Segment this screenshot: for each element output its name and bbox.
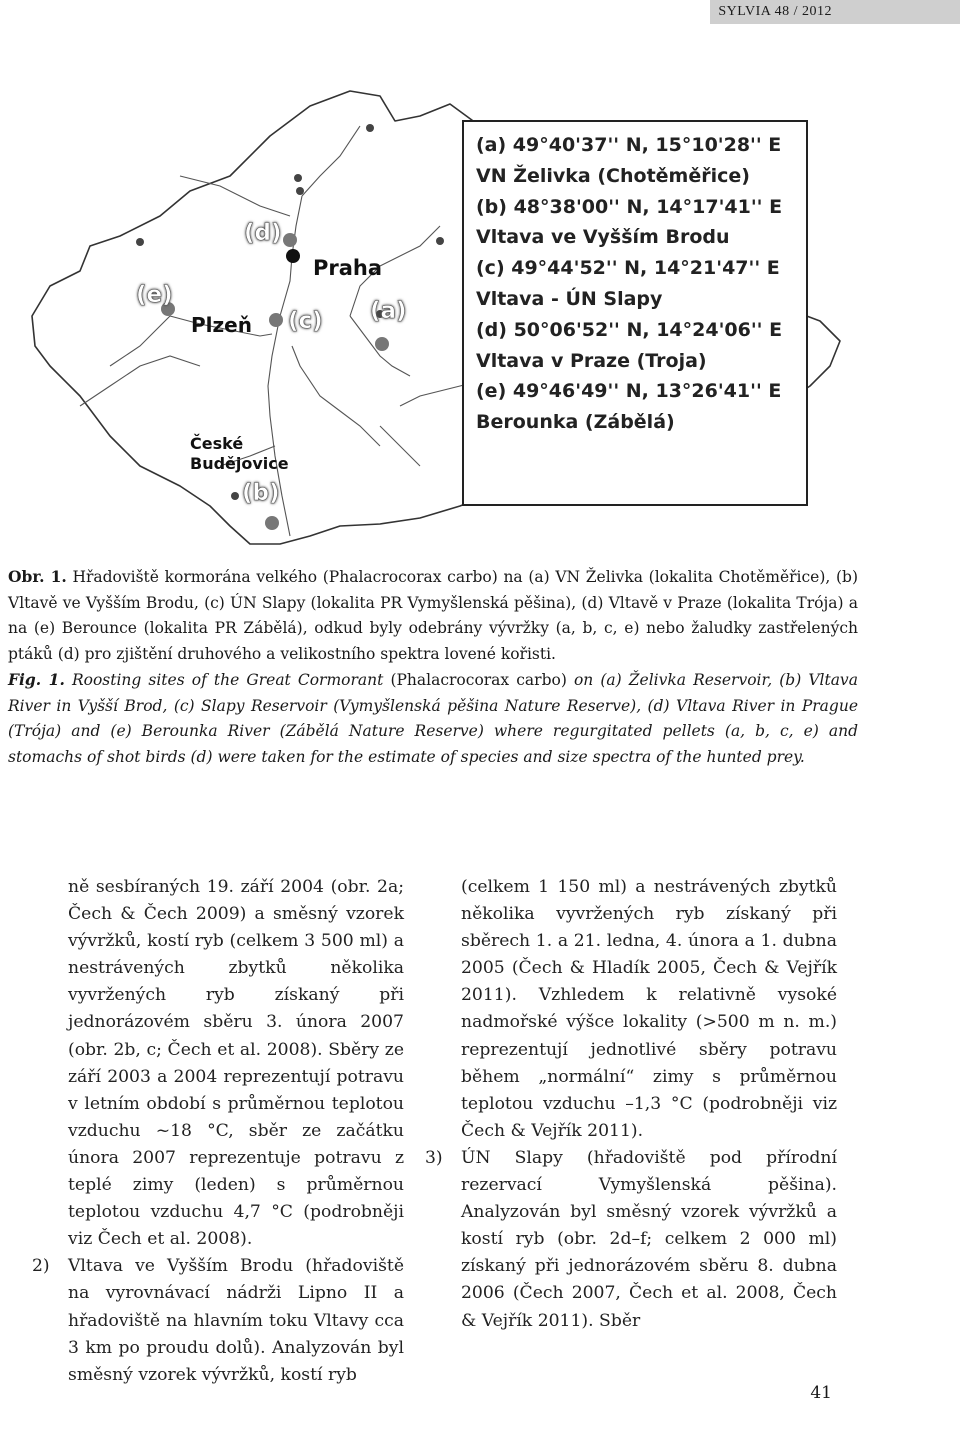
list-number: 2) [32,1256,50,1277]
caption-cz-text: Hřadoviště kormorána velkého (Phalacrocorax carbo) na (a) VN Želivka (lokalita Chotěměřice), (b) Vltavě ve Vyšším Brodu, (c) ÚN Slapy (lokalita PR Vymyšlenská pěšina), (d) Vltavě v Praze (lokalita Trója) a na (e) Berounce (lokalita PR Zábělá), odkud byly odebrány vývržky (a, b, c, e) nebo žaludky zastřelených ptáků (d) pro zjištění druhového a velikostního spektra lovené kořisti. [8,568,858,663]
list-text: Vltava ve Vyšším Brodu (hřadoviště na vyrovnávací nádrži Lipno II a hřadoviště na hlavním toku Vltavy cca 3 km po proudu dolů). Analyzován byl směsný vzorek vývržků, kostí ryb [68,1256,404,1385]
list-item-3 [425,1145,837,1335]
praha-marker [286,249,300,263]
site-label-c: (c) [288,308,323,334]
city-praha: Praha [313,256,383,280]
page-number: 41 [810,1383,832,1403]
legend-b-name: Vltava ve Vyšším Brodu [476,226,730,249]
city-plzen: Plzeň [191,313,252,337]
caption-en-label: Fig. 1. [8,670,65,689]
site-b-marker [265,516,279,530]
site-d-marker [283,233,297,247]
legend-e-coords: (e) 49°46'49'' N, 13°26'41'' E [476,380,782,403]
list-number: 3) [425,1147,443,1168]
legend-a-coords: (a) 49°40'37'' N, 15°10'28'' E [476,134,782,156]
legend-d-coords: (d) 50°06'52'' N, 14°24'06'' E [476,318,783,341]
caption-czech [8,564,858,667]
body-paragraph: (celkem 1 150 ml) a nestrávených zbytků několika vyvržených ryb získaný při sběrech 1. a 21. ledna, 4. února a 1. dubna 2005 (Čech & Hladík 2005, Čech & Vejřík 2011). Vzhledem k relativně vysoké nadmořské výšce lokality (>500 m n. m.) reprezentují jednotlivé sběry potravu během „normální“ zimy s průměrnou teplotou vzduchu –1,3 °C (podrobněji viz Čech & Vejřík 2011). [461,877,837,1141]
caption-english [8,667,858,770]
list-item-2 [32,1253,404,1388]
journal-header [710,0,960,24]
site-label-b: (b) [242,480,280,506]
body-column-right [425,874,837,1335]
city-ceske-line1: České [190,434,244,453]
site-label-d: (d) [244,220,282,246]
caption-en-text-1: Roosting sites of the Great Cormorant [71,671,384,689]
list-text: ÚN Slapy (hřadoviště pod přírodní rezervací Vymyšlenská pěšina). Analyzován byl směsný vzorek vývržků a kostí ryb (obr. 2d–f; celkem 2 000 ml) získaný při jednorázovém sběru 8. dubna 2006 (Čech 2007, Čech et al. 2008, Čech & Vejřík 2011). Sběr [461,1147,837,1331]
map-figure [20,66,850,556]
site-label-a: (a) [370,298,407,324]
legend-a-name: VN Želivka (Chotěměřice) [476,164,750,187]
caption-en-species: (Phalacrocorax carbo) [390,671,567,689]
site-label-e: (e) [136,282,173,308]
legend-c-coords: (c) 49°44'52'' N, 14°21'47'' E [476,257,780,280]
caption-cz-label: Obr. 1. [8,567,67,586]
site-legend [462,120,808,506]
site-a-marker [375,337,389,351]
body-paragraph: ně sesbíraných 19. září 2004 (obr. 2a; Čech & Čech 2009) a směsný vzorek vývržků, kostí ryb (celkem 3 500 ml) a nestrávených zbytků několika vyvržených ryb získaný při jednorázovém sběru 3. února 2007 (obr. 2b, c; Čech et al. 2008). Sběry ze září 2003 a 2004 reprezentují potravu v letním období s průměrnou teplotou vzduchu ~18 °C, sběr ze začátku února 2007 reprezentuje potravu z teplé zimy (leden) s průměrnou teplotou vzduchu 4,7 °C (podrobněji viz Čech et al. 2008). [68,877,404,1250]
journal-title: SYLVIA 48 / 2012 [718,4,832,19]
legend-e-name: Berounka (Zábělá) [476,411,675,434]
city-ceske-line2: Budějovice [190,454,289,473]
figure-caption [8,564,858,770]
legend-b-coords: (b) 48°38'00'' N, 14°17'41'' E [476,195,783,218]
legend-c-name: Vltava - ÚN Slapy [476,287,663,310]
caption-en-text-2: on (a) Želivka Reservoir, (b) Vltava River in Vyšší Brod, (c) Slapy Reservoir (Vymyšlenská pěšina Nature Reserve), (d) Vltava River in Prague (Trója) and (e) Berounka River (Zábělá Nature Reserve) where regurgitated pellets (a, b, c, e) and stomachs of shot birds (d) were taken for the estimate of species and size spectra of the hunted prey. [8,671,858,766]
legend-d-name: Vltava v Praze (Troja) [476,349,707,372]
body-column-left [32,874,404,1389]
site-c-marker [269,313,283,327]
